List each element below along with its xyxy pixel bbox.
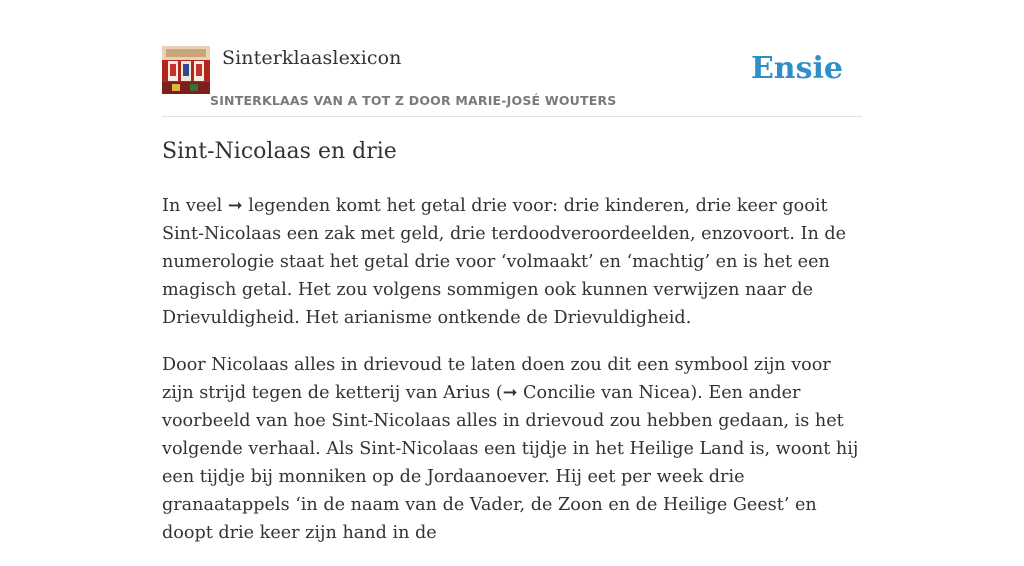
article-paragraph-2 bbox=[162, 351, 867, 547]
concilie-van-nicea-link[interactable]: Concilie van Nicea bbox=[517, 383, 691, 403]
paragraph-1-text-a: In veel bbox=[162, 196, 228, 216]
legenden-xref-arrow-icon[interactable]: ➞ bbox=[227, 196, 243, 216]
avatar-collage-image bbox=[162, 46, 210, 94]
lexicon-title[interactable]: Sinterklaaslexicon bbox=[222, 47, 402, 69]
lexicon-header bbox=[162, 46, 862, 117]
ensie-logo-link[interactable]: Ensie bbox=[750, 51, 843, 86]
article-body bbox=[162, 192, 867, 566]
lexicon-avatar[interactable] bbox=[162, 46, 210, 94]
paragraph-2-text-b: ). Een ander voorbeeld van hoe Sint-Nicolaas alles in drievoud zou hebben gedaan, is het volgende verhaal. Als Sint-Nicolaas een tijdje in het Heilige Land is, woont hij een tijdje bij monniken op de Jordaanoever. Hij eet per week drie granaatappels ‘in de naam van de Vader, de Zoon en de Heilige Geest’ en doopt drie keer zijn hand in de bbox=[162, 383, 859, 543]
lexicon-subtitle[interactable]: SINTERKLAAS VAN A TOT Z DOOR MARIE-JOSÉ WOUTERS bbox=[210, 93, 617, 108]
concilie-xref-arrow-icon[interactable]: ➞ bbox=[502, 383, 518, 403]
article-paragraph-1 bbox=[162, 192, 867, 332]
article-title: Sint-Nicolaas en drie bbox=[162, 139, 397, 164]
paragraph-1-text-b: legenden komt het getal drie voor: drie kinderen, drie keer gooit Sint-Nicolaas een zak met geld, drie terdoodveroordeelden, enzovoort. In de numerologie staat het getal drie voor ‘volmaakt’ en ‘machtig’ en is het een magisch getal. Het zou volgens sommigen ook kunnen verwijzen naar de Drievuldigheid. Het arianisme ontkende de Drievuldigheid. bbox=[162, 196, 847, 328]
paragraph-2-text-a: Door Nicolaas alles in drievoud te laten doen zou dit een symbool zijn voor zijn strijd tegen de ketterij van Arius ( bbox=[162, 355, 831, 403]
